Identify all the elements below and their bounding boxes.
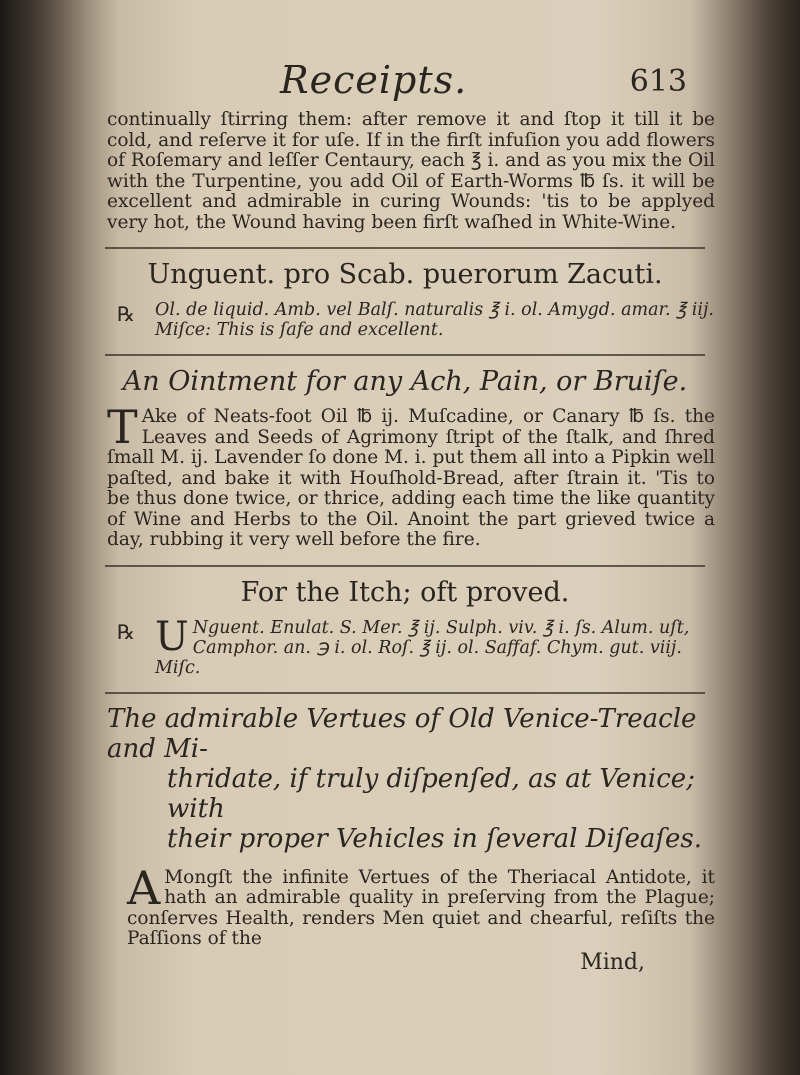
continuation-paragraph: continually ſtirring them: after remove it and ſtop it till it be cold, and reſerve it for uſe. If in the firſt infuſion you add flowers of Roſemary and leſſer Centaury, each ℥ i. and as you mix the Oil with the Turpentine, you add Oil of Earth-Worms ℔ ſs. it will be excellent and admirable in curing Wounds: 'tis to be applyed very hot, the Wound having been firſt waſhed in White-Wine.: [107, 109, 715, 233]
itch-heading: For the Itch; oft proved.: [240, 576, 570, 608]
unguent-heading: Unguent. pro Scab. puerorum Zacuti.: [147, 259, 663, 290]
dropcap: T: [107, 400, 138, 454]
catchword: Mind,: [580, 949, 645, 975]
section-divider: [105, 354, 705, 356]
recipe-symbol: ℞: [117, 619, 135, 644]
section-divider: [105, 565, 705, 567]
dropcap: U: [155, 613, 189, 660]
treacle-heading-line: The admirable Vertues of Old Venice-Treacle and Mi-: [107, 703, 697, 764]
treacle-heading: [107, 704, 715, 854]
running-head: Receipts.: [280, 58, 468, 102]
page-header: [95, 58, 715, 110]
ointment-text: Ake of Neats-foot Oil ℔ ij. Muſcadine, or Canary ℔ ſs. the Leaves and Seeds of Agrimony ſtript of the ſtalk, and ſhred ſmall M. ij. Lavender ſo done M. i. put them all into a Pipkin well paſted, and bake it with Houſhold-Bread, after ſtrain it. 'Tis to be thus done twice, or thrice, adding each time the like quantity of Wine and Herbs to the Oil. Anoint the part grieved twice a day, rubbing it very well before the fire.: [107, 406, 715, 550]
dropcap: A: [127, 860, 161, 915]
unguent-recipe-text: Ol. de liquid. Amb. vel Balſ. naturalis ℥ i. ol. Amygd. amar. ℥ iij. Miſce: This is ſafe and excellent.: [155, 300, 714, 340]
treacle-heading-line: thridate, if truly diſpenſed, as at Venice; with: [167, 763, 695, 824]
page-number: 613: [629, 64, 687, 99]
section-divider: [105, 247, 705, 249]
book-page: [95, 40, 715, 1050]
treacle-text: Mongſt the infinite Vertues of the Theriacal Antidote, it hath an admirable quality in preſerving from the Plague; conſerves Health, renders Men quiet and chearful, reſiſts the Paſſions of the: [127, 866, 715, 949]
section-divider: [105, 692, 705, 694]
ointment-paragraph: [107, 400, 715, 551]
unguent-recipe: [107, 300, 715, 340]
ointment-heading: An Ointment for any Ach, Pain, or Bruiſe.: [122, 366, 688, 397]
treacle-heading-line: their proper Vehicles in ſeveral Diſeaſes.: [167, 823, 702, 854]
recipe-symbol: ℞: [117, 302, 135, 326]
treacle-paragraph: [107, 860, 715, 950]
itch-recipe: [107, 613, 715, 678]
itch-recipe-text: Nguent. Enulat. S. Mer. ℥ ij. Sulph. viv. ℥ i. ſs. Alum. uſt, Camphor. an. ℈ i. ol. Roſ. ℥ ij. ol. Saffaf. Chym. gut. viij. Miſc.: [155, 617, 690, 678]
